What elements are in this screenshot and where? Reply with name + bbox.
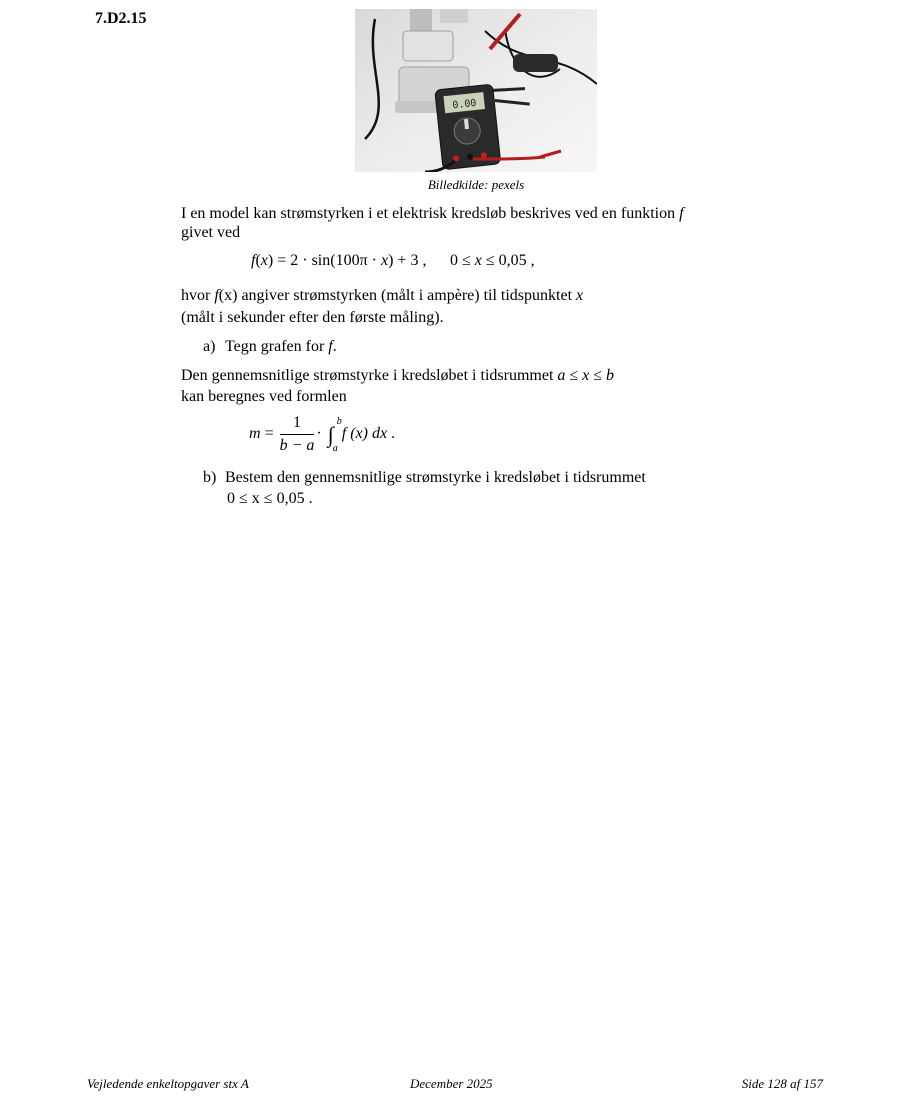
integral-sign xyxy=(327,415,342,454)
mean-sentence: Den gennemsnitlige strømstyrke i kredsløbet i tidsrummet xyxy=(181,367,558,384)
formula-open-paren: ( xyxy=(255,252,261,269)
mean-line1 xyxy=(181,366,614,385)
domain-var: x xyxy=(474,252,482,269)
mean-line2: kan beregnes ved formlen xyxy=(181,388,347,405)
part-b-label: b) xyxy=(203,469,217,486)
formula-mean-fraction xyxy=(280,414,315,455)
footer-left: Vejledende enkeltopgaver stx A xyxy=(87,1076,249,1091)
part-a-label: a) xyxy=(203,338,216,355)
explanation-pre: hvor xyxy=(181,287,215,304)
explanation-mid: angiver strømstyrken (målt i ampère) til tidspunktet xyxy=(237,287,577,304)
formula-mean-eq: = xyxy=(260,425,274,443)
formula-mean xyxy=(249,414,395,455)
part-a-text xyxy=(225,337,337,356)
integral-upper: b xyxy=(336,415,342,427)
part-a-end: . xyxy=(332,338,337,355)
footer-page-number: Side 128 af 157 xyxy=(741,1076,823,1091)
part-b-line2: 0 ≤ x ≤ 0,05 . xyxy=(227,490,313,507)
part-a-var: f xyxy=(328,338,333,355)
explanation-var: x xyxy=(576,287,584,304)
intro-line1 xyxy=(181,204,684,223)
formula-arg: x xyxy=(260,252,268,269)
formula-rhs-var: x xyxy=(380,252,389,269)
intro-var: f xyxy=(679,205,684,222)
explanation-arg: (x) xyxy=(218,287,238,304)
multimeter-photo xyxy=(355,9,597,172)
multimeter-display: 0.00 xyxy=(451,97,477,112)
formula-rhs-prefix: = 2 · sin(100π · xyxy=(273,252,381,269)
formula-close-paren: ) xyxy=(267,252,274,269)
explanation-line2: (målt i sekunder efter den første måling). xyxy=(181,309,444,326)
formula-mean-lhs: m xyxy=(249,425,261,443)
formula-mean-dot: · xyxy=(316,425,322,443)
integral-lower: a xyxy=(332,442,338,454)
part-a-sentence: Tegn grafen for xyxy=(225,338,329,355)
domain-hi: ≤ 0,05 , xyxy=(481,252,535,269)
explanation-line1 xyxy=(181,286,583,305)
footer-center: December 2025 xyxy=(410,1076,493,1091)
intro-text: I en model kan strømstyrken i et elektrisk kredsløb beskrives ved en funktion xyxy=(181,205,676,222)
formula-domain xyxy=(450,252,535,270)
formula-func-name: f xyxy=(251,252,256,269)
fraction-numerator: 1 xyxy=(280,414,315,435)
explanation-func: f xyxy=(214,287,219,304)
formula-mean-end: . xyxy=(387,425,396,443)
fraction-denominator: b − a xyxy=(279,437,315,454)
formula-function xyxy=(251,252,426,270)
formula-mean-integrand: f (x) dx xyxy=(341,425,388,443)
intro-line2: givet ved xyxy=(181,224,241,241)
formula-rhs-suffix: ) + 3 , xyxy=(388,252,427,269)
domain-lo: 0 ≤ xyxy=(450,252,475,269)
problem-id: 7.D2.15 xyxy=(95,10,147,27)
integral-symbol: ∫ xyxy=(327,421,334,447)
mean-interval: a ≤ x ≤ b xyxy=(557,367,615,384)
part-b-line1: Bestem den gennemsnitlige strømstyrke i kredsløbet i tidsrummet xyxy=(225,469,646,486)
image-caption: Billedkilde: pexels xyxy=(427,177,525,192)
